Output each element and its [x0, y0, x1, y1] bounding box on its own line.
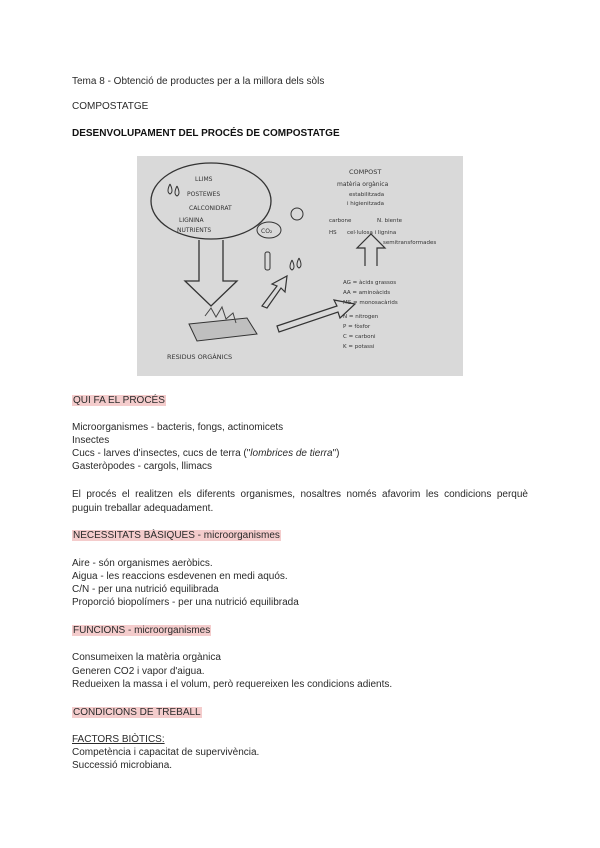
doc-header: Tema 8 - Obtenció de productes per a la millora dels sòls [72, 76, 325, 87]
cloud-label: NUTRIENTS [177, 227, 212, 234]
list-item: Redueixen la massa i el volum, però requereixen les condicions adients. [72, 679, 393, 690]
compost-line: estabilitzada [349, 192, 385, 198]
list-item-text: Cucs - larves d'insectes, cucs de terra (" [72, 448, 251, 459]
section-heading-condicions: CONDICIONS DE TREBALL [73, 707, 201, 718]
subheading-factors-biotics: FACTORS BIÒTICS: [72, 734, 165, 745]
section-heading-necessitats: NECESSITATS BÀSIQUES - microorganismes [73, 530, 280, 541]
paragraph: El procés el realitzen els diferents organismes, nosaltres només afavorim les condicions perquè puguin treballar adequadament. [72, 489, 528, 514]
list-item-end: ") [332, 448, 340, 459]
residue-label: RESIDUS ORGÀNICS [167, 353, 233, 361]
section-heading-funcions: FUNCIONS - microorganismes [73, 625, 211, 636]
legend-line: P = fòsfor [343, 324, 371, 330]
note: semitransformades [383, 240, 437, 246]
compost-line: matèria orgànica [337, 181, 389, 188]
page-title: DESENVOLUPAMENT DEL PROCÉS DE COMPOSTATGE [72, 128, 340, 139]
legend-line: K = potassi [343, 344, 375, 350]
list-item: Successió microbiana. [72, 760, 173, 771]
list-item: Gasteròpodes - cargols, llimacs [72, 461, 213, 472]
list-item: Aire - són organismes aeròbics. [72, 558, 213, 569]
co2-label: CO₂ [261, 228, 273, 235]
note: cel·lulosa i lignina [347, 230, 397, 236]
diagram-drawing [137, 156, 463, 376]
cloud-label: LLIMS [195, 176, 213, 183]
legend-line: N = nitrogen [343, 314, 379, 320]
legend-line: AA = aminoàcids [343, 290, 391, 296]
list-item: Proporció biopolímers - per una nutrició equilibrada [72, 597, 299, 608]
note: N. biente [377, 218, 403, 224]
section-heading-qui: QUI FA EL PROCÉS [73, 395, 165, 406]
list-item-cucs [72, 447, 339, 460]
cloud-label: CALCONIDRAT [189, 205, 232, 212]
list-item: Insectes [72, 435, 110, 446]
note: HS [329, 230, 337, 236]
compost-line: i higienitzada [347, 201, 384, 207]
list-item: Microorganismes - bacteris, fongs, actinomicets [72, 422, 284, 433]
compost-diagram-photo [137, 156, 463, 376]
legend-line: AG = àcids grassos [343, 280, 397, 286]
section-title: COMPOSTATGE [72, 101, 149, 112]
list-item: Competència i capacitat de supervivència. [72, 747, 260, 758]
list-item: C/N - per una nutrició equilibrada [72, 584, 219, 595]
compost-title: COMPOST [349, 168, 382, 176]
legend-line: MS = monosacàrids [343, 300, 398, 306]
italic-term: lombrices de tierra [250, 448, 333, 459]
note: carbone [329, 218, 352, 224]
list-item: Aigua - les reaccions esdevenen en medi aquós. [72, 571, 288, 582]
legend-line: C = carboni [343, 334, 376, 340]
list-item: Consumeixen la matèria orgànica [72, 652, 221, 663]
cloud-label: LIGNINA [179, 217, 204, 224]
cloud-label: POSTEWES [187, 191, 221, 198]
list-item: Generen CO2 i vapor d'aigua. [72, 666, 205, 677]
